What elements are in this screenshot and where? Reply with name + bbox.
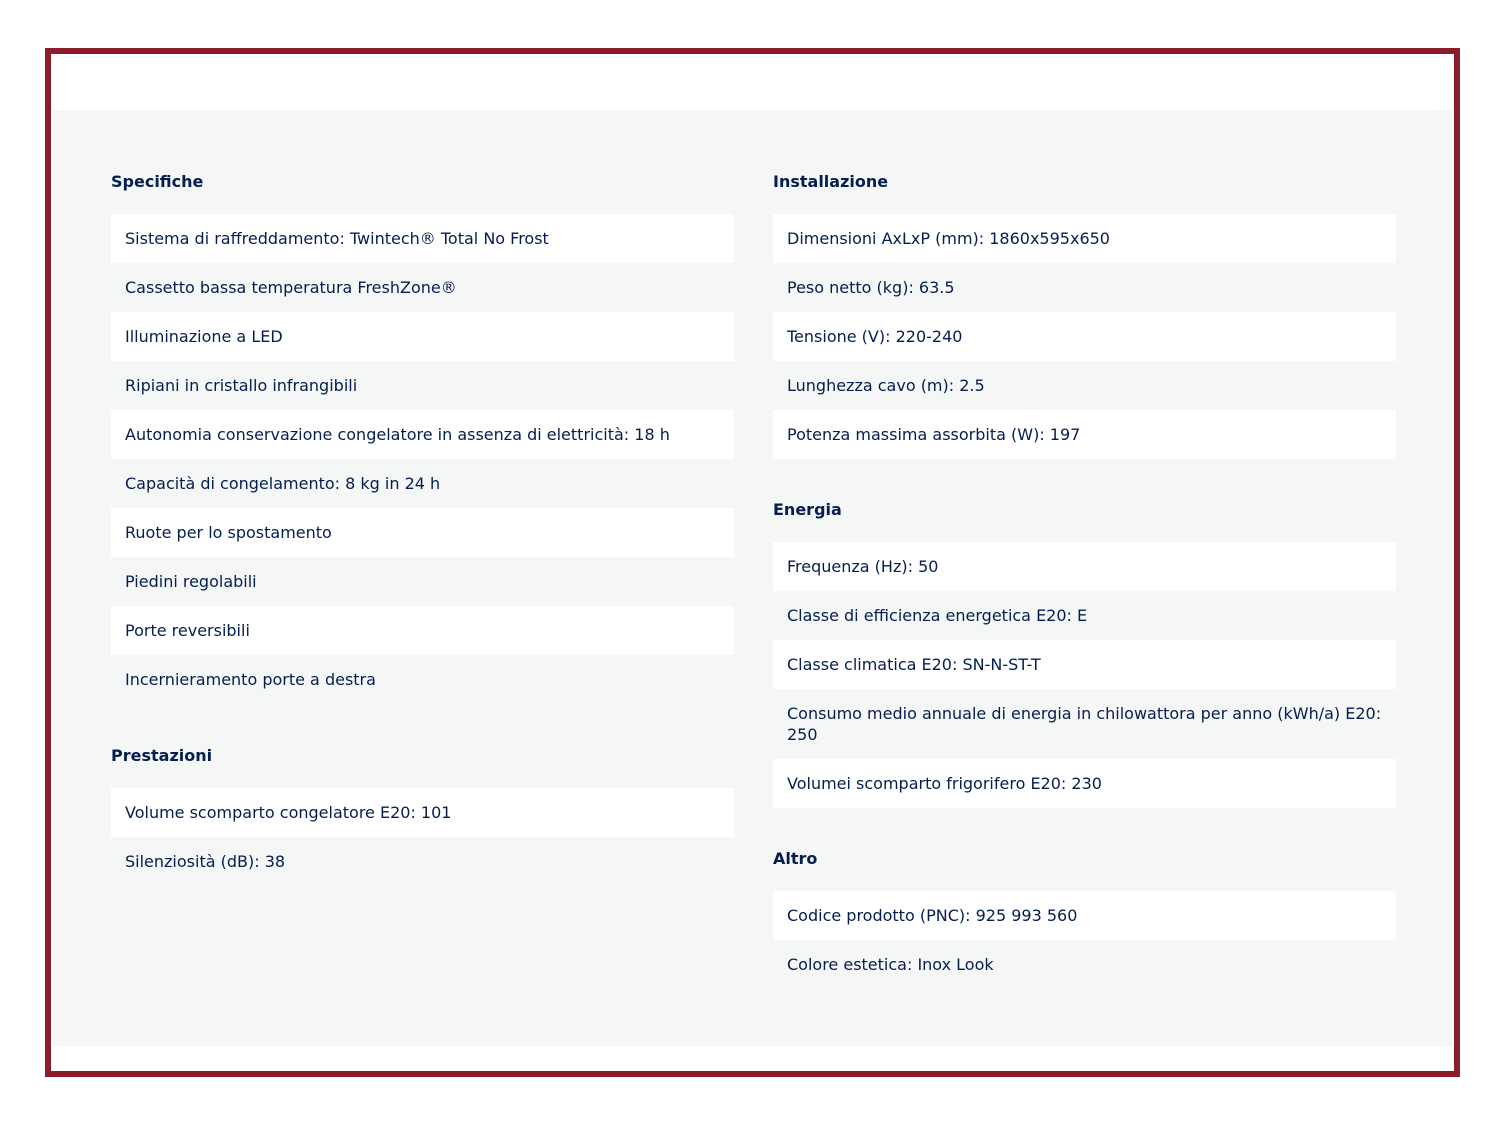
spec-row: Tensione (V): 220-240: [773, 312, 1396, 361]
spec-row: Piedini regolabili: [125, 572, 257, 591]
spec-row: Incernieramento porte a destra: [125, 670, 376, 689]
section-energia: [773, 500, 1396, 808]
spec-row: Ripiani in cristallo infrangibili: [125, 376, 358, 395]
spec-row: Potenza massima assorbita (W): 197: [773, 410, 1396, 459]
spec-row: Dimensioni AxLxP (mm): 1860x595x650: [773, 214, 1396, 263]
highlight-frame: [45, 48, 1460, 1077]
spec-row: Consumo medio annuale di energia in chilowattora per anno (kWh/a) E20: 250: [787, 704, 1382, 744]
spec-row: Cassetto bassa temperatura FreshZone®: [125, 278, 457, 297]
section-installazione: [773, 172, 1396, 459]
spec-row: Autonomia conservazione congelatore in assenza di elettricità: 18 h: [111, 410, 734, 459]
spec-row: Silenziosità (dB): 38: [125, 852, 286, 871]
installazione-list: [773, 214, 1396, 459]
spec-row: Volumei scomparto frigorifero E20: 230: [773, 759, 1396, 808]
spec-row: Colore estetica: Inox Look: [787, 955, 994, 974]
spec-row: Frequenza (Hz): 50: [773, 542, 1396, 591]
specifications-panel: [53, 110, 1452, 1046]
section-title-altro: Altro: [773, 849, 818, 868]
spec-row: Peso netto (kg): 63.5: [787, 278, 955, 297]
specifiche-list: [111, 214, 734, 704]
spec-row: Lunghezza cavo (m): 2.5: [787, 376, 985, 395]
section-title-prestazioni: Prestazioni: [111, 746, 213, 765]
section-prestazioni: [111, 746, 734, 886]
section-title-energia: Energia: [773, 500, 842, 519]
spec-row: Classe di efficienza energetica E20: E: [787, 606, 1088, 625]
altro-list: [773, 891, 1396, 989]
energia-list: [773, 542, 1396, 808]
section-specifiche: [111, 172, 734, 704]
section-title-installazione: Installazione: [773, 172, 889, 191]
spec-row: Volume scomparto congelatore E20: 101: [111, 788, 734, 837]
spec-row: Sistema di raffreddamento: Twintech® Total No Frost: [111, 214, 734, 263]
spec-row: Classe climatica E20: SN-N-ST-T: [773, 640, 1396, 689]
spec-row: Capacità di congelamento: 8 kg in 24 h: [125, 474, 441, 493]
prestazioni-list: [111, 788, 734, 886]
spec-row: Porte reversibili: [111, 606, 734, 655]
spec-row: Illuminazione a LED: [111, 312, 734, 361]
spec-row: Codice prodotto (PNC): 925 993 560: [773, 891, 1396, 940]
section-altro: [773, 849, 1396, 989]
section-title-specifiche: Specifiche: [111, 172, 204, 191]
spec-row: Ruote per lo spostamento: [111, 508, 734, 557]
